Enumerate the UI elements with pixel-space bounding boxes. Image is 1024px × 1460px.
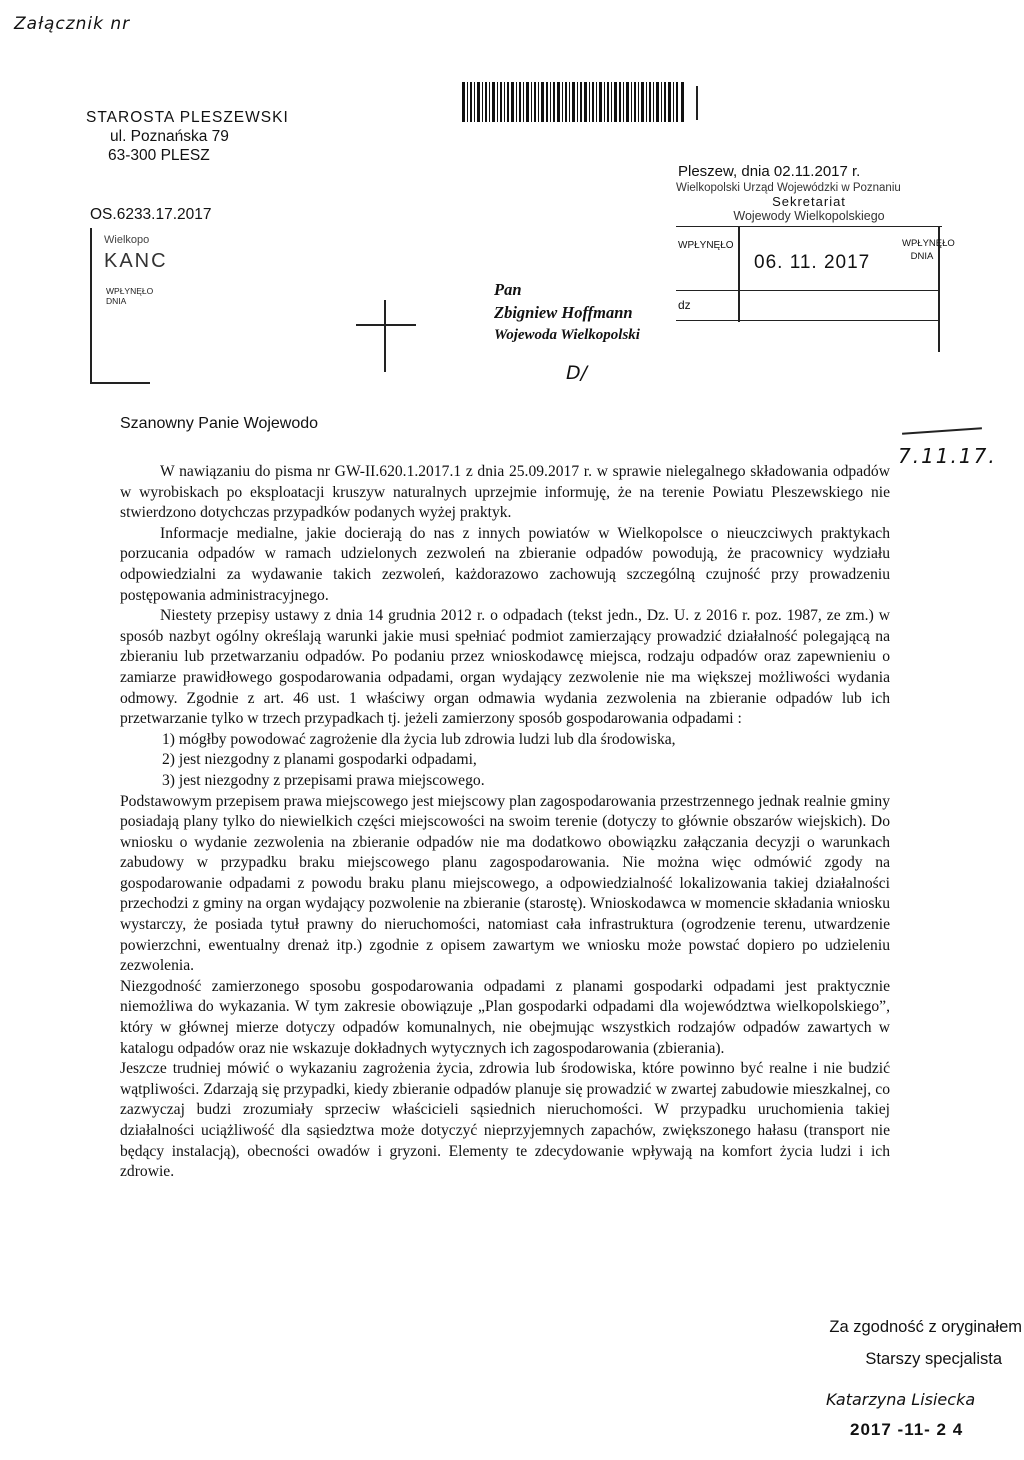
stamp-top-text: Wielkopo [104,234,150,246]
certify-date: 2017 -11- 2 4 [850,1420,964,1439]
handwritten-note: Załącznik nr [14,14,131,34]
paragraph: Podstawowym przepisem prawa miejscowego jest miejscowy plan zagospodarowania przestrzennego jednak realnie gminy posiadają plany tylko do niewielkich części miejscowości na swoim terenie (dotyczy to głównie obszarów wiejskich). Do wniosku o wydanie zezwolenia na zbieranie odpadów nie ma dodatkowo obowiązku załączania decyzji o warunkach zabudowy w przypadku braku miejscowego planu zagospodarowania. Nie można więc odmówić zgody na gospodarowanie odpadami z powodu braku planu miejscowego, a odpowiedzialność lokalizowania takiej działalności przechodzi z gminy na organ wydający pozwolenie na zbieranie (starostę). Wnioskodawca w momencie składania wniosku wystarczy, że posiada tytuł prawny do nieruchomości, natomiast cała infrastruktura (ogrodzenie terenu, utwardzenie powierzchni, ewentualny drenaż itp.) zgodnie z opisem zawartym we wniosku może powstać dopiero po udzieleniu zezwolenia. [120,792,890,975]
list-item: 2) jest niezgodny z planami gospodarki odpadami, [162,751,477,769]
office-stamp [676,182,955,352]
office-stamp-line2: Sekretariat [772,194,846,209]
paragraph: Informacje medialne, jakie docierają do nas z innych powiatów w Wielkopolsce o nieuczciwych praktykach porzucania odpadów w ramach udzielonych zezwoleń na zbieranie odpadów powodują, że pracownicy wydziału odpowiedzialni za wydawanie takich zezwoleń, każdorazowo zachowują szczególną czujność przy prowadzeniu postępowania administracyjnego. [120,524,890,604]
office-stamp-line3: Wojewody Wielkopolskiego [733,209,885,223]
sender-street: ul. Poznańska 79 [110,128,229,145]
list-item: 1) mógłby powodować zagrożenie dla życia lub zdrowia ludzi lub dla środowiska, [162,730,676,748]
salutation: Szanowny Panie Wojewodo [120,415,319,432]
sender-block [86,108,289,165]
addressee-line2: Zbigniew Hoffmann [494,303,633,322]
stamp-mid-text: KANC [104,250,168,272]
chancellery-stamp [90,228,240,388]
addressee-line3: Wojewoda Wielkopolski [494,327,640,343]
paragraph: Jeszcze trudniej mówić o wykazaniu zagrożenia życia, zdrowia lub środowiska, które powinno być realne i nie budzić wątpliwości. Zdarzają się przypadki, kiedy zbieranie odpadów planuje się prowadzić w zwartej zabudowie mieszkalnej, co zazwyczaj budzi zrozumiały sprzeciw właścicieli sąsiednich nieruchomości. W przypadku uruchomienia takiej działalności uciążliwość dla sąsiedztwa może dotyczyć nieprzyjemnych zapachów, zwiększonego hałasu (transport nie będący instalacją), obecności owadów i gryzoni. Elementy te zdecydowanie wpływają na komfort życia ludzi i ich zdrowie. [120,1060,890,1181]
sender-name: STAROSTA PLESZEWSKI [86,109,289,126]
received-label: WPŁYNĘŁO [678,240,734,251]
dz-field: dz [678,298,691,312]
reference-number: OS.6233.17.2017 [90,206,212,223]
sender-city: 63-300 PLESZ [108,147,210,164]
handwritten-date: 7.11.17. [898,444,997,468]
list-item: 3) jest niezgodny z przepisami prawa miejscowego. [162,771,485,789]
received-date: 06. 11. 2017 [754,252,871,273]
certify-name: Katarzyna Lisiecka [826,1390,976,1409]
fold-mark-horizontal [356,324,416,326]
certify-line1: Za zgodność z oryginałem [829,1318,1022,1336]
place-date: Pleszew, dnia 02.11.2017 r. [678,163,861,180]
paragraph: Niestety przepisy ustawy z dnia 14 grudnia 2012 r. o odpadach (tekst jedn., Dz. U. z 2016 r. poz. 1987, ze zm.) w sposób nazbyt ogólny określają warunki jakie musi spełniać podmiot zamierzający prowadzić działalność polegającą na zbieraniu lub przetwarzaniu odpadów. Po podaniu przez wnioskodawcę miejsca, rodzaju odpadów oraz zapewnieniu o zamiarze prawidłowego gospodarowania odpadami, organ wydający zezwolenie nie ma większej możliwości wydania odmowy. Zgodnie z art. 46 ust. 1 właściwy organ odmawia wydania zezwolenia na zbieranie odpadów lub ich przetwarzanie tylko w trzech przypadkach tj. jeżeli zamierzony sposób gospodarowania odpadami : [120,607,890,728]
received-right-label: WPŁYNĘŁO DNIA [902,238,955,262]
hand-strike [902,427,982,435]
fold-mark-vertical [384,300,386,372]
addressee [494,278,640,347]
barcode [462,82,684,122]
addressee-line1: Pan [494,280,522,299]
stamp-bottom-text: WPŁYNĘŁO DNIA [106,286,154,306]
certify-line2: Starszy specjalista [865,1350,1002,1368]
handwritten-mark: D/ [566,362,588,384]
paragraph: W nawiązaniu do pisma nr GW-II.620.1.2017.1 z dnia 25.09.2017 r. w sprawie nielegalnego składowania odpadów w wyrobiskach po eksploatacji kruszyw naturalnych uprzejmie informuję, że na terenie Powiatu Pleszewskiego nie stwierdzono dotychczas przypadków podanych wyżej praktyk. [120,463,890,522]
paragraph: Niezgodność zamierzonego sposobu gospodarowania odpadami z planami gospodarki odpadami jest praktycznie niemożliwa do wykazania. W tym zakresie obowiązuje „Plan gospodarki odpadami dla województwa wielkopolskiego”, który w głównej mierze dotyczy odpadów komunalnych, nie obejmując wszystkich rodzajów odpadów zawartych w katalogu odpadów oraz nie wskazuje dokładnych wytycznych ich zagospodarowania (zbierania). [120,977,890,1057]
certification-stamp [780,1318,1022,1439]
office-stamp-line1: Wielkopolski Urząd Wojewódzki w Poznaniu [676,182,901,194]
letter-body [120,462,890,1183]
barcode-side-line [696,86,698,120]
